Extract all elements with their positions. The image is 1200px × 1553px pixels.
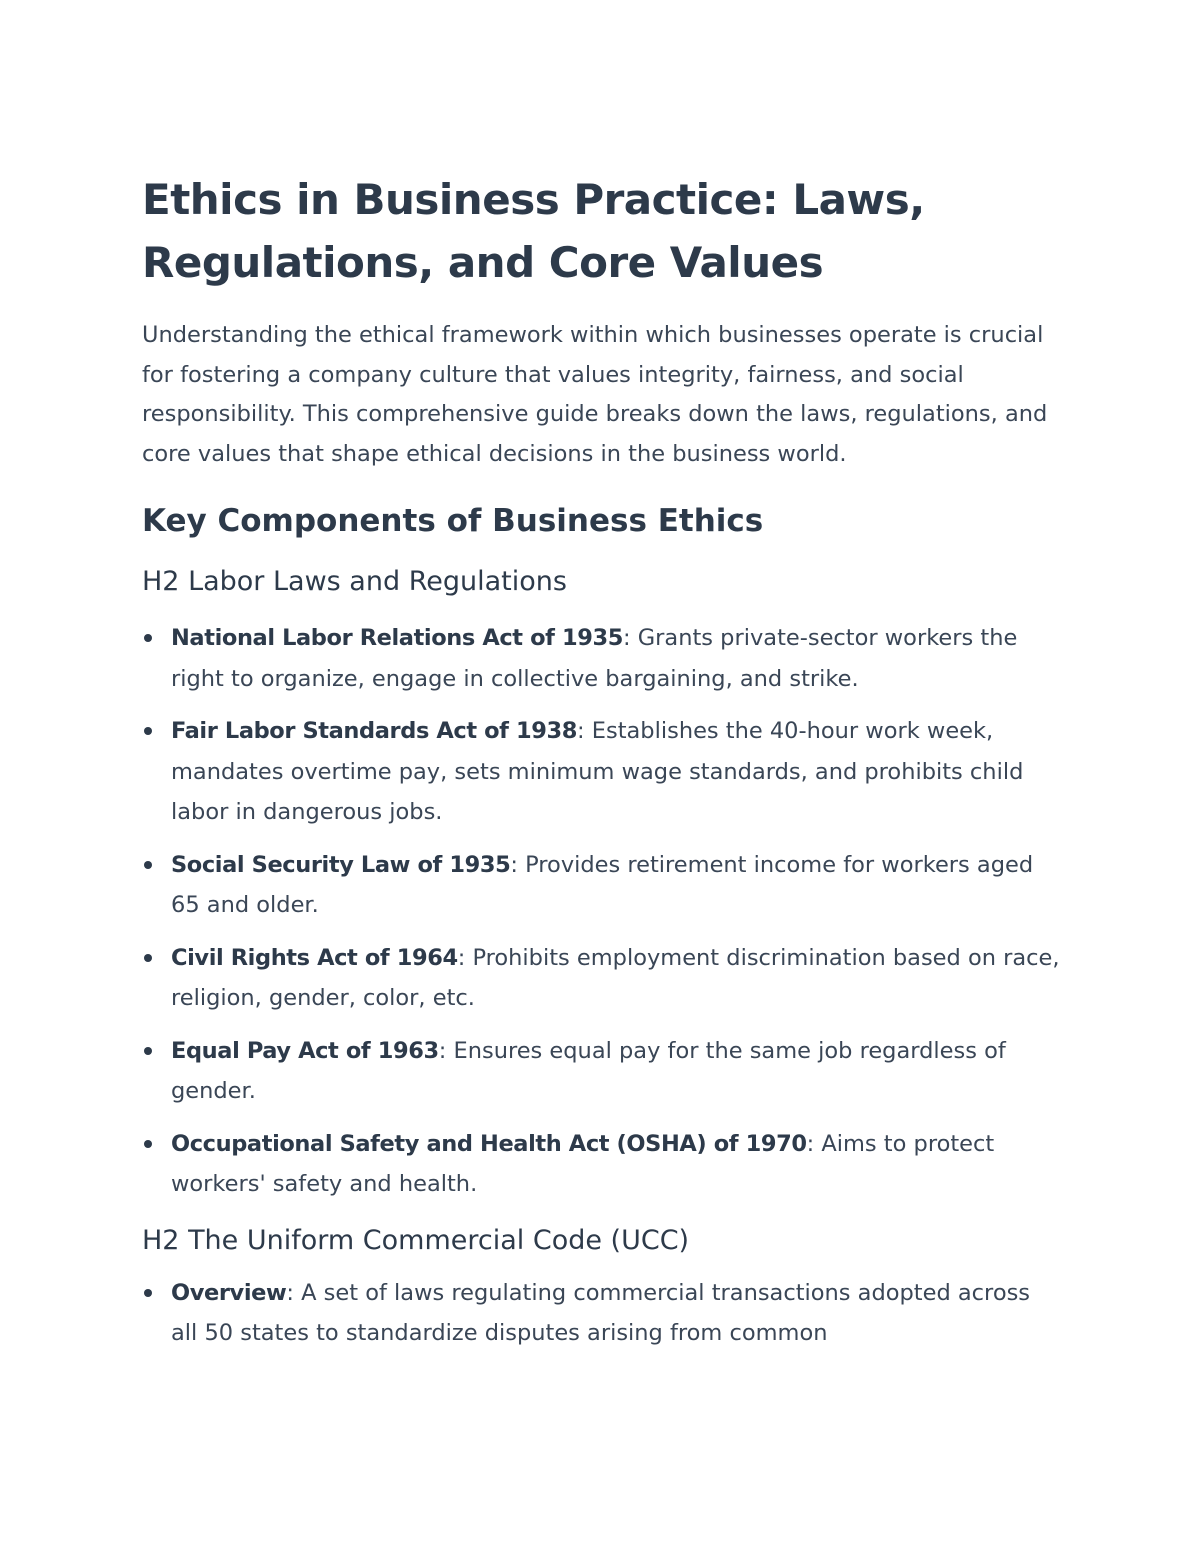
law-description: Establishes the 40-hour work week, mandates overtime pay, sets minimum wage standards, and prohibits child labor in dangerous jobs. [171, 718, 1024, 826]
bullet-icon [144, 1047, 152, 1055]
list-item [142, 1031, 1062, 1112]
law-term: Occupational Safety and Health Act (OSHA) of 1970 [171, 1130, 807, 1157]
law-term: National Labor Relations Act of 1935 [171, 625, 623, 652]
labor-laws-list [142, 618, 1062, 1205]
section-heading: Key Components of Business Ethics [142, 503, 764, 540]
law-description: Prohibits employment discrimination based on race, religion, gender, color, etc. [171, 944, 1060, 1012]
intro-paragraph: Understanding the ethical framework within which businesses operate is crucial for fostering a company culture that values integrity, fairness, and social responsibility. This comprehensive guide breaks down the laws, regulations, and core values that shape ethical decisions in the business world. [142, 322, 1048, 467]
ucc-description: A set of laws regulating commercial transactions adopted across all 50 states to standardize disputes arising from common [171, 1279, 1031, 1347]
list-item [142, 938, 1062, 1019]
bullet-icon [144, 861, 152, 869]
term-separator: : [577, 718, 585, 745]
bullet-icon [144, 727, 152, 735]
term-separator: : [438, 1037, 447, 1064]
list-item [142, 1273, 1062, 1354]
term-separator: : [623, 625, 631, 652]
list-item [142, 1124, 1062, 1205]
law-description: Grants private-sector workers the right to organize, engage in collective bargaining, and strike. [171, 625, 1018, 692]
bullet-icon [144, 1289, 152, 1297]
ucc-list [142, 1273, 1062, 1354]
bullet-icon [144, 954, 152, 962]
term-separator: : [510, 851, 518, 878]
law-description: Provides retirement income for workers aged 65 and older. [171, 851, 1034, 919]
law-term: Civil Rights Act of 1964 [171, 944, 458, 971]
list-item [142, 711, 1062, 833]
law-term: Fair Labor Standards Act of 1938 [171, 718, 578, 745]
list-item [142, 845, 1062, 926]
bullet-icon [144, 634, 152, 642]
law-term: Social Security Law of 1935 [171, 851, 511, 878]
page-title: Ethics in Business Practice: Laws, Regulations, and Core Values [142, 175, 925, 287]
law-description: Aims to protect workers' safety and health. [171, 1130, 995, 1198]
term-separator: : [286, 1279, 294, 1306]
labor-laws-heading: H2 Labor Laws and Regulations [142, 566, 567, 598]
bullet-icon [144, 1140, 152, 1148]
ucc-term: Overview [171, 1279, 287, 1306]
term-separator: : [457, 944, 466, 971]
list-item [142, 618, 1062, 699]
document-page [142, 168, 1062, 1366]
term-separator: : [806, 1130, 815, 1157]
law-term: Equal Pay Act of 1963 [171, 1037, 439, 1064]
law-description: Ensures equal pay for the same job regardless of gender. [171, 1037, 1006, 1105]
ucc-heading: H2 The Uniform Commercial Code (UCC) [142, 1224, 690, 1256]
